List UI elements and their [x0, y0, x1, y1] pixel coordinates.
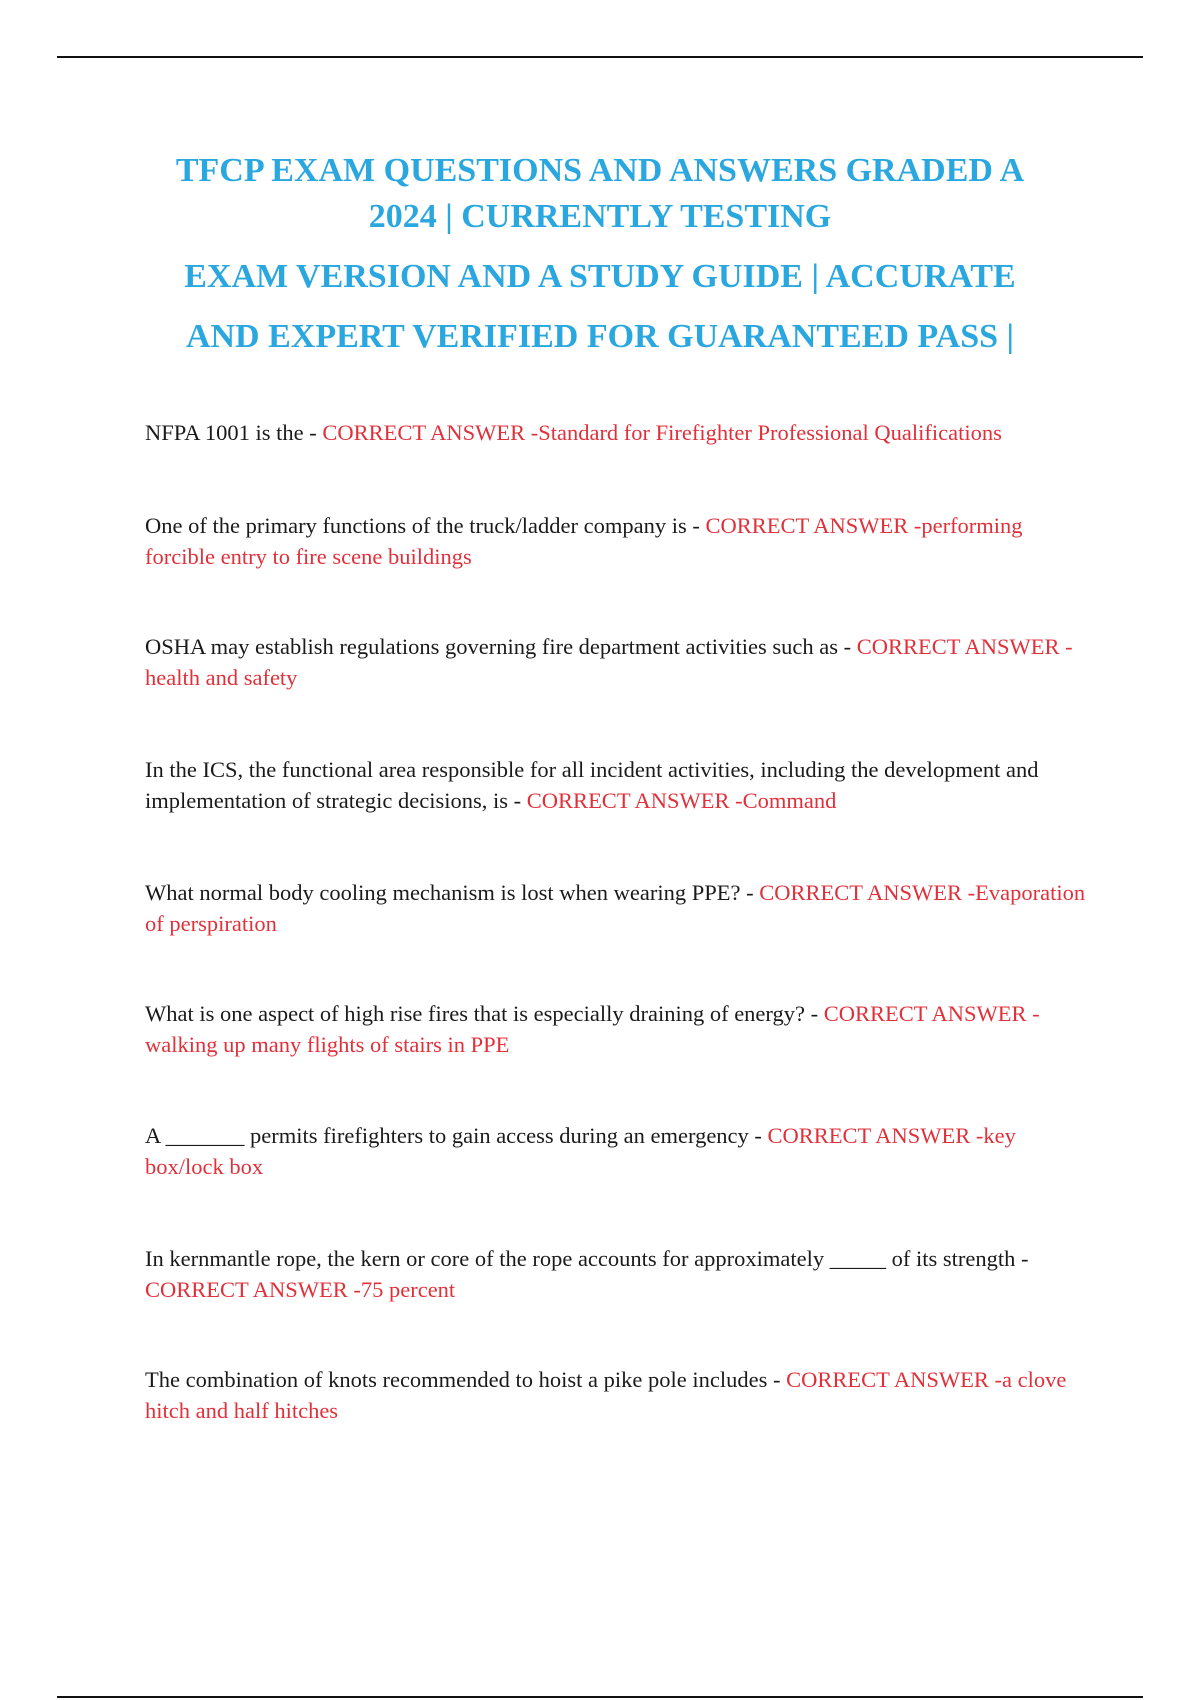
title-line-2: 2024 | CURRENTLY TESTING [368, 198, 832, 235]
answer-text: CORRECT ANSWER -a clove hitch and half hitches [145, 1367, 1067, 1423]
question-text: In kernmantle rope, the kern or core of the rope accounts for approximately _____ of its strength - [145, 1246, 1029, 1271]
answer-text: CORRECT ANSWER -walking up many flights of stairs in PPE [145, 1001, 1040, 1057]
bottom-rule [57, 1696, 1143, 1698]
answer-text: CORRECT ANSWER -key box/lock box [145, 1123, 1016, 1179]
answer-text: CORRECT ANSWER -Standard for Firefighter Professional Qualifications [322, 420, 1002, 445]
document-title [120, 140, 1080, 360]
answer-text: CORRECT ANSWER -Evaporation of perspiration [145, 880, 1086, 936]
question-text: NFPA 1001 is the - [145, 420, 323, 445]
qa-item-7 [145, 1121, 1095, 1182]
answer-text: CORRECT ANSWER -health and safety [145, 634, 1073, 690]
qa-item-1 [145, 418, 1095, 449]
qa-item-9 [145, 1365, 1095, 1426]
title-line-3: EXAM VERSION AND A STUDY GUIDE | ACCURATE [184, 258, 1016, 295]
qa-item-4 [145, 755, 1095, 816]
qa-item-5 [145, 878, 1095, 939]
qa-item-3 [145, 632, 1095, 693]
question-text: A _______ permits firefighters to gain access during an emergency - [145, 1123, 768, 1148]
qa-item-2 [145, 511, 1095, 572]
question-text: One of the primary functions of the truck/ladder company is - [145, 513, 706, 538]
question-text: What is one aspect of high rise fires that is especially draining of energy? - [145, 1001, 824, 1026]
answer-text: CORRECT ANSWER -performing forcible entry to fire scene buildings [145, 513, 1023, 569]
qa-item-6 [145, 999, 1095, 1060]
title-line-4: AND EXPERT VERIFIED FOR GUARANTEED PASS | [185, 318, 1015, 355]
question-text: OSHA may establish regulations governing fire department activities such as - [145, 634, 857, 659]
top-rule [57, 56, 1143, 58]
answer-text: CORRECT ANSWER -Command [526, 787, 837, 813]
answer-text: CORRECT ANSWER -75 percent [145, 1276, 456, 1302]
question-text: What normal body cooling mechanism is lost when wearing PPE? - [145, 880, 760, 905]
title-line-1: TFCP EXAM QUESTIONS AND ANSWERS GRADED A [175, 152, 1025, 189]
question-text: In the ICS, the functional area responsible for all incident activities, including the development and implementation of strategic decisions, is - [145, 757, 1039, 813]
qa-item-8 [145, 1244, 1095, 1305]
question-text: The combination of knots recommended to hoist a pike pole includes - [145, 1367, 787, 1392]
